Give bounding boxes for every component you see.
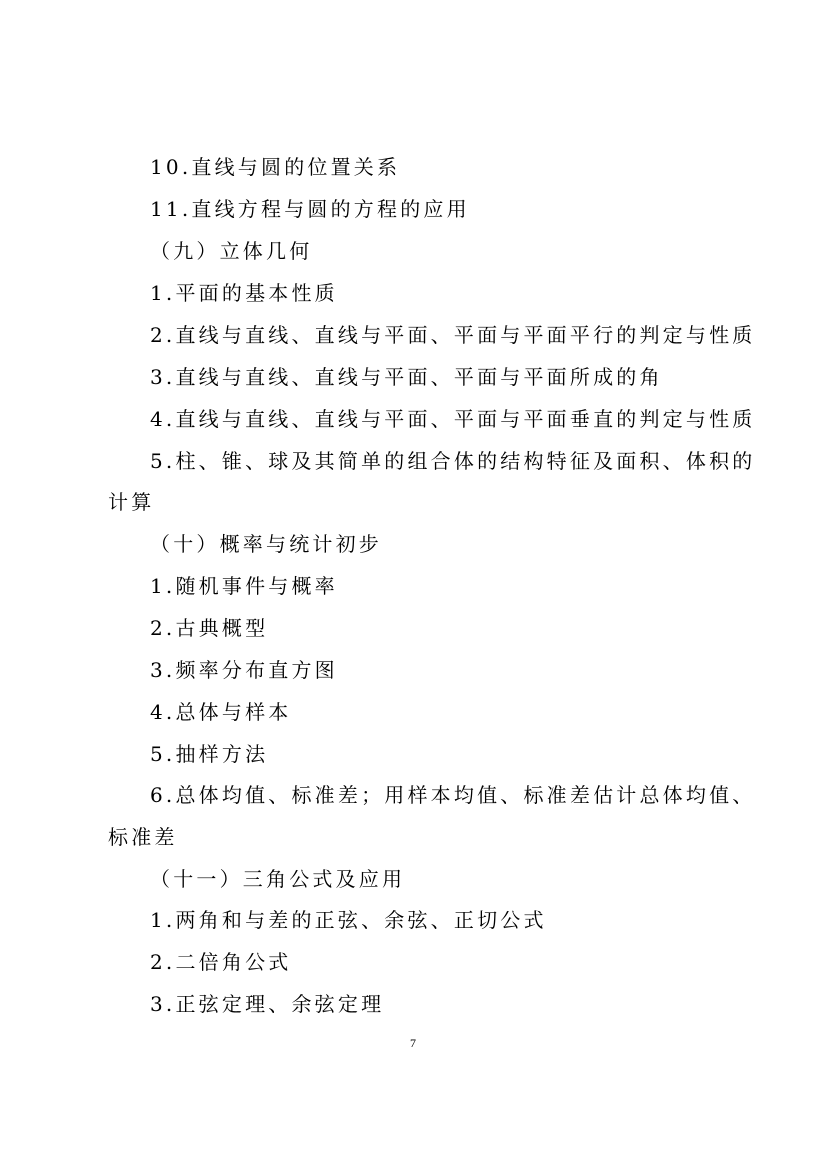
text-line: 1.平面的基本性质 xyxy=(150,281,338,305)
text-line-continuation: 计算 xyxy=(108,490,155,514)
text-line: 4.直线与直线、直线与平面、平面与平面垂直的判定与性质 xyxy=(150,407,756,431)
text-line: 2.直线与直线、直线与平面、平面与平面平行的判定与性质 xyxy=(150,323,756,347)
text-line: 6.总体均值、标准差；用样本均值、标准差估计总体均值、 xyxy=(150,783,756,807)
text-line: 1.随机事件与概率 xyxy=(150,574,338,598)
text-line: 5.抽样方法 xyxy=(150,742,269,766)
section-heading: （十一）三角公式及应用 xyxy=(150,867,406,891)
text-line-continuation: 标准差 xyxy=(108,825,178,849)
text-line: 3.正弦定理、余弦定理 xyxy=(150,992,385,1016)
text-line: 3.频率分布直方图 xyxy=(150,658,338,682)
text-line: 10.直线与圆的位置关系 xyxy=(150,155,401,179)
text-line: 2.古典概型 xyxy=(150,616,269,640)
text-line: 3.直线与直线、直线与平面、平面与平面所成的角 xyxy=(150,365,663,389)
text-line: 2.二倍角公式 xyxy=(150,950,292,974)
section-heading: （十）概率与统计初步 xyxy=(150,532,382,556)
text-line: 11.直线方程与圆的方程的应用 xyxy=(150,197,470,221)
page-number: 7 xyxy=(410,1036,416,1050)
text-line: 5.柱、锥、球及其简单的组合体的结构特征及面积、体积的 xyxy=(150,449,756,473)
text-line: 4.总体与样本 xyxy=(150,700,292,724)
text-line: 1.两角和与差的正弦、余弦、正切公式 xyxy=(150,908,547,932)
section-heading: （九）立体几何 xyxy=(150,239,313,263)
